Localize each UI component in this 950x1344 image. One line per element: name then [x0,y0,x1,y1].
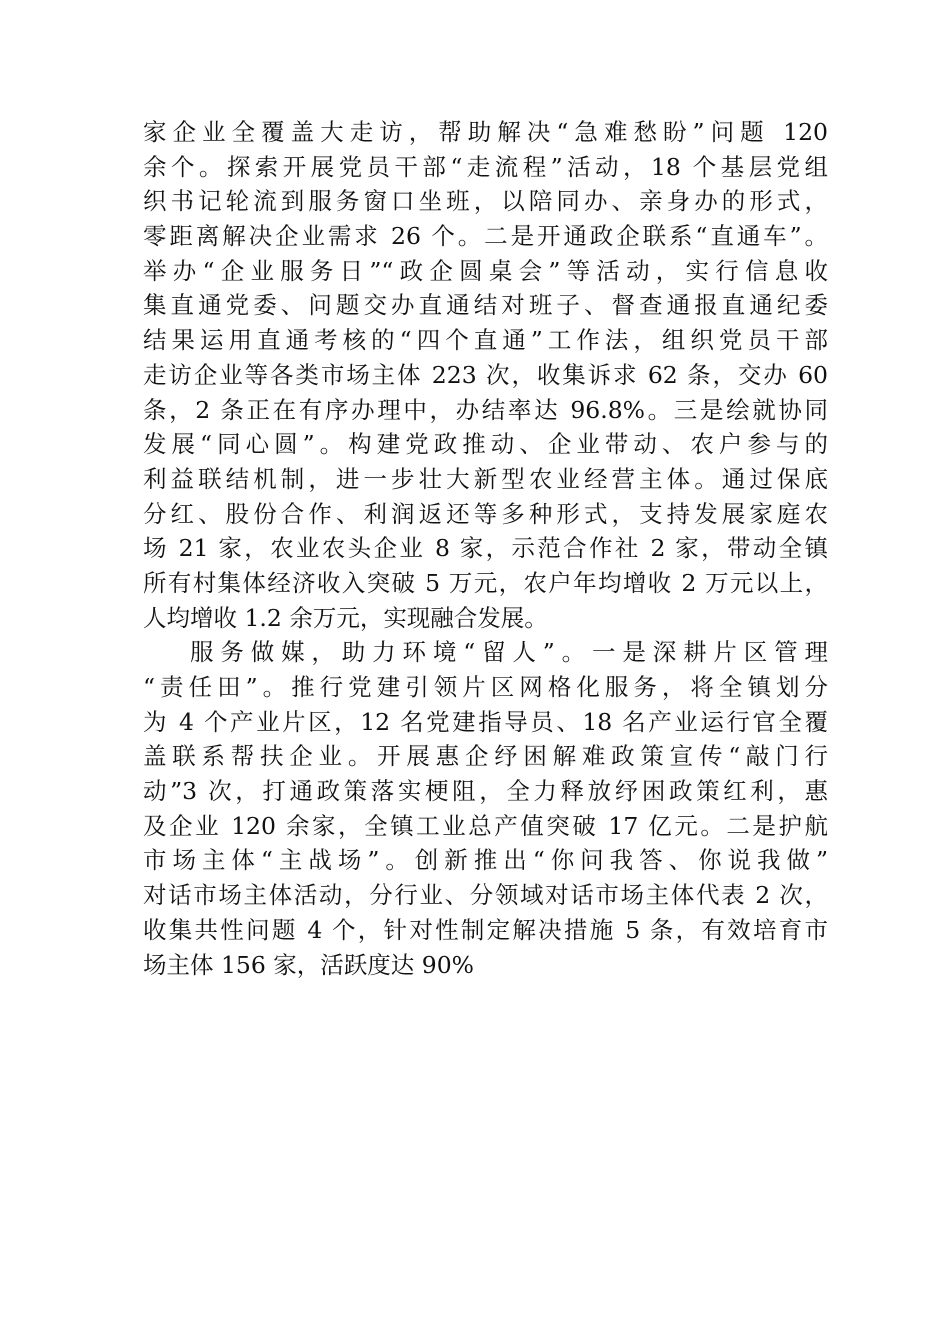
text-line: 走访企业等各类市场主体 223 次，收集诉求 62 条，交办 60 [143,360,828,389]
text-line: 对话市场主体活动，分行业、分领域对话市场主体代表 2 次， [143,881,828,910]
text-line: 结果运用直通考核的“四个直通”工作法，组织党员干部 [143,326,828,355]
text-line: 余个。探索开展党员干部“走流程”活动，18 个基层党组 [143,152,828,181]
text-line: 分红、股份合作、利润返还等多种形式，支持发展家庭农 [143,499,828,528]
text-line: 收集共性问题 4 个，针对性制定解决措施 5 条，有效培育市 [143,915,828,944]
text-line: 盖联系帮扶企业。开展惠企纾困解难政策宣传“敲门行 [143,742,828,771]
text-line: 举办“企业服务日”“政企圆桌会”等活动，实行信息收 [143,256,828,285]
paragraph-1 [143,115,828,635]
text-line: 场 21 家，农业农头企业 8 家，示范合作社 2 家，带动全镇 [143,534,828,563]
text-line: 人均增收 1.2 余万元，实现融合发展。 [143,603,548,632]
text-line: 动”3 次，打通政策落实梗阻，全力释放纾困政策红利，惠 [143,777,828,806]
text-line: 服务做媒，助力环境“留人”。一是深耕片区管理 [190,638,828,667]
text-line: 织书记轮流到服务窗口坐班，以陪同办、亲身办的形式， [143,187,828,216]
text-line: 为 4 个产业片区，12 名党建指导员、18 名产业运行官全覆 [143,707,828,736]
text-line: 市场主体“主战场”。创新推出“你问我答、你说我做” [143,846,828,875]
paragraph-2 [143,635,828,982]
text-line: 所有村集体经济收入突破 5 万元，农户年均增收 2 万元以上， [143,568,828,597]
text-line: 零距离解决企业需求 26 个。二是开通政企联系“直通车”。 [143,222,828,251]
text-line: 场主体 156 家，活跃度达 90% [143,950,474,979]
text-line: “责任田”。推行党建引领片区网格化服务，将全镇划分 [143,673,828,701]
text-line: 及企业 120 余家，全镇工业总产值突破 17 亿元。二是护航 [143,811,828,840]
text-line: 条，2 条正在有序办理中，办结率达 96.8%。三是绘就协同 [143,395,828,424]
text-line: 利益联结机制，进一步壮大新型农业经营主体。通过保底 [143,464,828,493]
text-line: 家企业全覆盖大走访，帮助解决“急难愁盼”问题 120 [143,118,828,146]
text-line: 集直通党委、问题交办直通结对班子、督查通报直通纪委 [143,291,828,320]
text-line: 发展“同心圆”。构建党政推动、企业带动、农户参与的 [143,430,828,459]
body-text [143,115,828,982]
